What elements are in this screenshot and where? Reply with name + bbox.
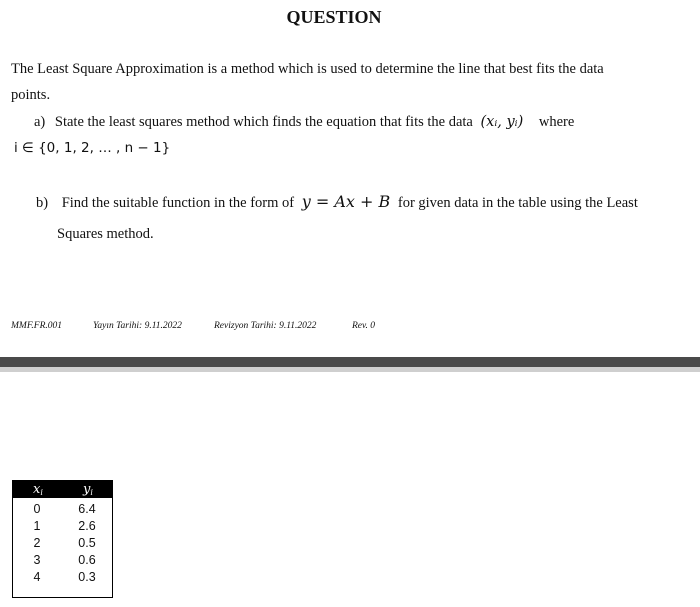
part-b-formula: y = Ax + B [301, 192, 391, 211]
part-b-line-2: Squares method. [57, 226, 154, 242]
revision-number: Rev. 0 [352, 321, 376, 331]
header-y: $y_i$ [83, 482, 93, 497]
index-set: i ∈ {0, 1, 2, … , n − 1} [14, 140, 171, 156]
table-cell-y: 0.5 [78, 536, 96, 550]
part-b [36, 193, 638, 212]
x-column [27, 501, 47, 586]
part-a-label: a) [34, 114, 46, 130]
part-a-data-expression: (xᵢ, yᵢ) [480, 114, 524, 130]
page-separator-shadow [0, 367, 700, 372]
data-table [12, 480, 113, 598]
page-separator [0, 357, 700, 367]
intro-line-2: points. [11, 87, 51, 103]
part-b-text-after: for given data in the table using the Least [397, 195, 638, 211]
publish-date: Yayın Tarihi: 9.11.2022 [93, 321, 182, 331]
table-cell-x: 4 [33, 570, 41, 584]
table-cell-x: 2 [33, 536, 41, 550]
part-a-where: where [538, 114, 575, 130]
form-code: MMF.FR.001 [11, 321, 63, 331]
table-cell-x: 0 [33, 502, 41, 516]
table-cell-x: 3 [33, 553, 41, 567]
part-a-text: State the least squares method which finds the equation that fits the data [54, 114, 473, 130]
revision-date: Revizyon Tarihi: 9.11.2022 [214, 321, 317, 331]
table-cell-x: 1 [33, 519, 41, 533]
y-column [72, 501, 102, 586]
intro-line-1: The Least Square Approximation is a method which is used to determine the line that best fits the data [11, 61, 604, 77]
part-b-label: b) [36, 195, 49, 211]
table-cell-y: 0.3 [78, 570, 96, 584]
table-header [13, 481, 112, 498]
header-x: $x_i$ [33, 482, 43, 497]
table-cell-y: 6.4 [78, 502, 96, 516]
question-title: QUESTION [286, 7, 382, 27]
part-b-text: Find the suitable function in the form of [61, 195, 295, 211]
table-cell-y: 2.6 [78, 519, 96, 533]
table-cell-y: 0.6 [78, 553, 96, 567]
part-a [34, 113, 574, 131]
